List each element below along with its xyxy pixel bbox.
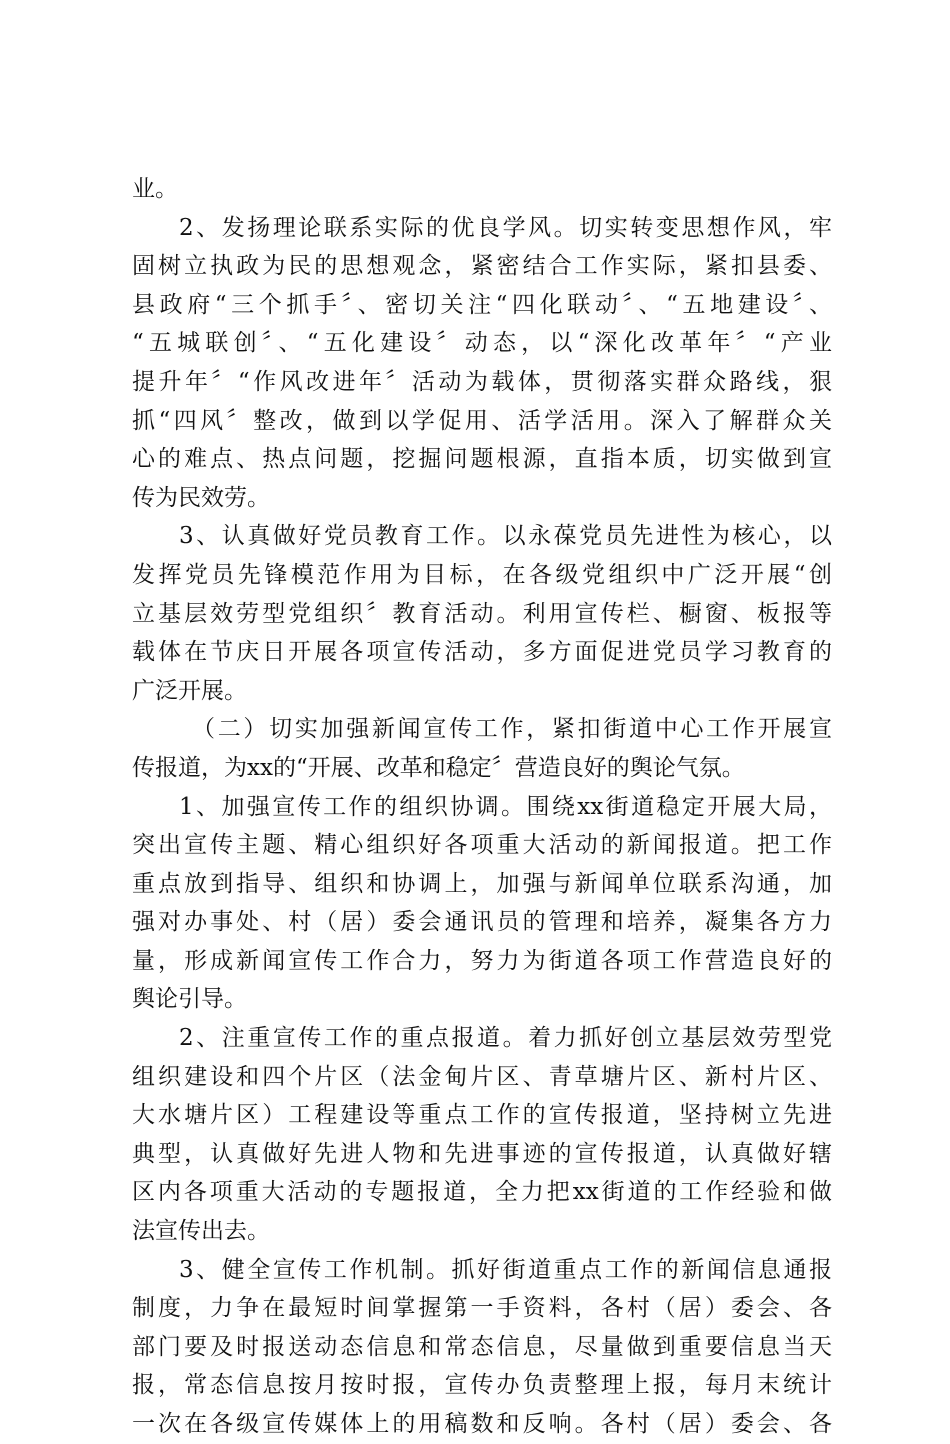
- text-line: 区内各项重大活动的专题报道，全力把xx街道的工作经验和做: [132, 1179, 832, 1206]
- paragraph: [132, 209, 832, 518]
- text-line: 突出宣传主题、精心组织好各项重大活动的新闻报道。把工作: [132, 832, 832, 859]
- text-line: 提升年〞“作风改进年〞活动为载体，贯彻落实群众路线，狠: [132, 368, 832, 395]
- text-line: 业。: [132, 176, 178, 202]
- paragraph: [132, 1019, 832, 1251]
- text-line: 1、加强宣传工作的组织协调。围绕xx街道稳定开展大局，: [179, 793, 832, 820]
- paragraph: [132, 517, 832, 710]
- text-line: “五城联创〞、“五化建设〞动态，以“深化改革年〞“产业: [132, 330, 832, 357]
- text-line: 3、认真做好党员教育工作。以永葆党员先进性为核心，以: [179, 523, 832, 550]
- text-line: 量，形成新闻宣传工作合力，努力为街道各项工作营造良好的: [132, 947, 832, 974]
- text-line: 部门要及时报送动态信息和常态信息，尽量做到重要信息当天: [132, 1333, 832, 1360]
- text-line: 强对办事处、村（居）委会通讯员的管理和培养，凝集各方力: [132, 909, 832, 936]
- text-line: 大水塘片区）工程建设等重点工作的宣传报道，坚持树立先进: [132, 1102, 832, 1129]
- paragraph: [132, 170, 832, 209]
- text-line: 广泛开展。: [132, 677, 247, 704]
- text-line: 重点放到指导、组织和协调上，加强与新闻单位联系沟通，加: [132, 870, 832, 897]
- text-line: 舆论引导。: [132, 986, 247, 1013]
- text-line: 固树立执政为民的思想观念，紧密结合工作实际，紧扣县委、: [132, 253, 832, 280]
- text-line: 传报道，为xx的“开展、改革和稳定〞营造良好的舆论气氛。: [132, 754, 745, 781]
- paragraph: [132, 788, 832, 1020]
- text-line: 载体在节庆日开展各项宣传活动，多方面促进党员学习教育的: [132, 639, 832, 666]
- text-line: 法宣传出去。: [132, 1218, 270, 1245]
- text-line: 一次在各级宣传媒体上的用稿数和反响。各村（居）委会、各: [132, 1411, 832, 1437]
- text-line: 传为民效劳。: [132, 484, 270, 511]
- section-heading-paragraph: [132, 710, 832, 787]
- text-line: 典型，认真做好先进人物和先进事迹的宣传报道，认真做好辖: [132, 1140, 832, 1167]
- text-line: 2、发扬理论联系实际的优良学风。切实转变思想作风，牢: [179, 214, 832, 241]
- text-line: 报，常态信息按月按时报，宣传办负责整理上报，每月末统计: [132, 1372, 832, 1399]
- text-line: 制度，力争在最短时间掌握第一手资料，各村（居）委会、各: [132, 1295, 832, 1322]
- text-line: 发挥党员先锋模范作用为目标，在各级党组织中广泛开展“创: [132, 561, 832, 588]
- text-line: 3、健全宣传工作机制。抓好街道重点工作的新闻信息通报: [179, 1256, 832, 1283]
- text-line: 组织建设和四个片区（法金甸片区、青草塘片区、新村片区、: [132, 1063, 832, 1090]
- text-line: 县政府“三个抓手〞、密切关注“四化联动〞、“五地建设〞、: [132, 291, 832, 318]
- text-line: 立基层效劳型党组织〞教育活动。利用宣传栏、橱窗、板报等: [132, 600, 832, 627]
- paragraph: [132, 1251, 832, 1444]
- document-body: [132, 170, 832, 1444]
- text-line: 心的难点、热点问题，挖掘问题根源，直指本质，切实做到宣: [132, 446, 832, 473]
- text-line: 2、注重宣传工作的重点报道。着力抓好创立基层效劳型党: [179, 1025, 832, 1052]
- text-line: 抓“四风〞整改，做到以学促用、活学活用。深入了解群众关: [132, 407, 832, 434]
- text-line: （二）切实加强新闻宣传工作，紧扣街道中心工作开展宣: [192, 716, 832, 743]
